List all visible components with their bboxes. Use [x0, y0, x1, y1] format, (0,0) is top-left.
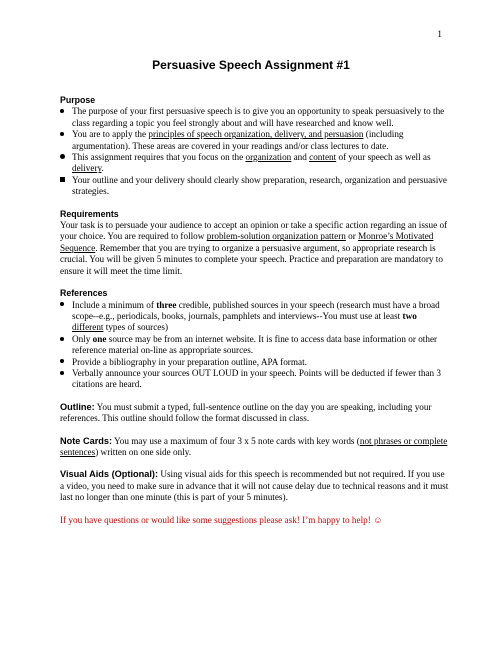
underlined-text: content: [309, 152, 337, 163]
bold-text: two: [402, 310, 417, 321]
text-run: This assignment requires that you focus on the: [72, 152, 246, 163]
underlined-text: problem-solution organization pattern: [206, 231, 346, 242]
underlined-text: Monroe’s Motivated Sequence: [60, 231, 434, 253]
outline-paragraph: [60, 402, 450, 425]
note-cards-label: Note Cards:: [60, 435, 113, 446]
text-run: Provide a bibliography in your preparation outline, APA format.: [72, 356, 307, 367]
bullet-dot-icon: [60, 368, 72, 379]
text-run: of your speech as well as: [336, 152, 431, 163]
bullet-text: [72, 334, 437, 355]
bullet-square-icon: [60, 175, 72, 186]
references-bullet: [60, 368, 450, 391]
bullet-text: [72, 357, 307, 367]
references-bullet: [60, 300, 450, 334]
bold-text: one: [92, 333, 107, 344]
text-run: You are to apply the: [72, 129, 149, 140]
purpose-bullet: [60, 175, 450, 198]
bullet-dot-icon: [60, 300, 72, 311]
text-run: ) written on one side only.: [95, 446, 192, 457]
text-run: Your outline and your delivery should clearly show preparation, research, organization and persuasive strategies.: [72, 174, 447, 197]
underlined-text: organization: [245, 152, 292, 163]
references-heading: References: [60, 288, 108, 299]
bullet-text: [72, 368, 441, 389]
note-cards-paragraph: [60, 436, 450, 459]
text-run: Verbally announce your sources OUT LOUD in your speech. Points will be deducted if fewer than 3 citations are heard.: [72, 367, 442, 390]
visual-aids-label: Visual Aids (Optional):: [60, 469, 159, 480]
document-body: [60, 95, 450, 526]
outline-label: Outline:: [60, 401, 95, 412]
bullet-text: [72, 175, 447, 196]
purpose-bullet: [60, 106, 450, 129]
underlined-text: different: [72, 322, 104, 333]
visual-aids-text: Using visual aids for this speech is recommended but not required. If you use a video, you need to make sure in advance that it will not cause delay due to technical reasons and it must last no longer than one minute (this is part of your 5 minutes).: [60, 469, 449, 503]
text-run: credible, published sources in your speech (research must have a broad scope--e.g., periodicals, books, journals, pamphlets and interviews--You must use at least: [72, 299, 440, 321]
purpose-bullet: [60, 152, 450, 175]
text-run: types of sources): [103, 322, 169, 333]
bullet-dot-icon: [60, 129, 72, 140]
requirements-heading: Requirements: [60, 208, 119, 219]
bullet-text: [72, 106, 444, 127]
closing-text: If you have questions or would like some suggestions please ask! I’m happy to help!: [60, 514, 374, 525]
text-run: and: [291, 152, 310, 163]
outline-text: You must submit a typed, full-sentence outline on the day you are speaking, including your references. This outline should follow the format discussed in class.: [60, 401, 432, 424]
references-bullet: [60, 334, 450, 357]
note-cards-text: [60, 436, 447, 457]
text-run: .: [101, 163, 104, 174]
document-title: Persuasive Speech Assignment #1: [152, 58, 350, 72]
page-number: 1: [437, 30, 442, 40]
bullet-text: [72, 129, 404, 150]
purpose-bullet: [60, 129, 450, 152]
references-list: [60, 300, 450, 391]
text-run: . Remember that you are trying to organize a persuasive argument, so appropriate research is crucial. You will be given 5 minutes to complete your speech. Practice and preparation are mandatory to ensure it will meet the time limit.: [60, 242, 443, 276]
text-run: (including argumentation). These areas are covered in your readings and/or class lectures to date.: [72, 129, 404, 151]
purpose-list: [60, 106, 450, 197]
purpose-heading: Purpose: [60, 95, 96, 105]
underlined-text: principles of speech organization, delivery, and persuasion: [148, 129, 364, 140]
bullet-dot-icon: [60, 106, 72, 117]
bullet-text: [72, 300, 440, 333]
smiley-icon: ☺: [373, 514, 383, 525]
text-run: source may be from an internet website. It is fine to access data base information or other reference material on-line as appropriate sources.: [72, 333, 438, 356]
references-bullet: [60, 357, 450, 368]
text-run: Only: [72, 333, 93, 344]
underlined-text: delivery: [72, 163, 102, 174]
bullet-dot-icon: [60, 357, 72, 368]
bullet-text: [72, 152, 431, 173]
requirements-paragraph: [60, 220, 450, 277]
bullet-dot-icon: [60, 334, 72, 345]
bullet-dot-icon: [60, 152, 72, 163]
bold-text: three: [156, 299, 177, 310]
text-run: You may use a maximum of four 3 x 5 note cards with key words (: [112, 435, 360, 446]
visual-aids-paragraph: [60, 469, 450, 503]
closing-note: [60, 515, 450, 526]
text-run: Your task is to persuade your audience to accept an opinion or take a specific action regarding an issue of your choice. You are required to follow: [60, 220, 448, 242]
text-run: or: [345, 231, 359, 242]
underlined-text: not phrases or complete sentences: [60, 435, 448, 457]
text-run: The purpose of your first persuasive speech is to give you an opportunity to speak persuasively to the class regarding a topic you feel strongly about and will have researched and know well.: [72, 106, 445, 128]
text-run: Include a minimum of: [72, 299, 157, 310]
